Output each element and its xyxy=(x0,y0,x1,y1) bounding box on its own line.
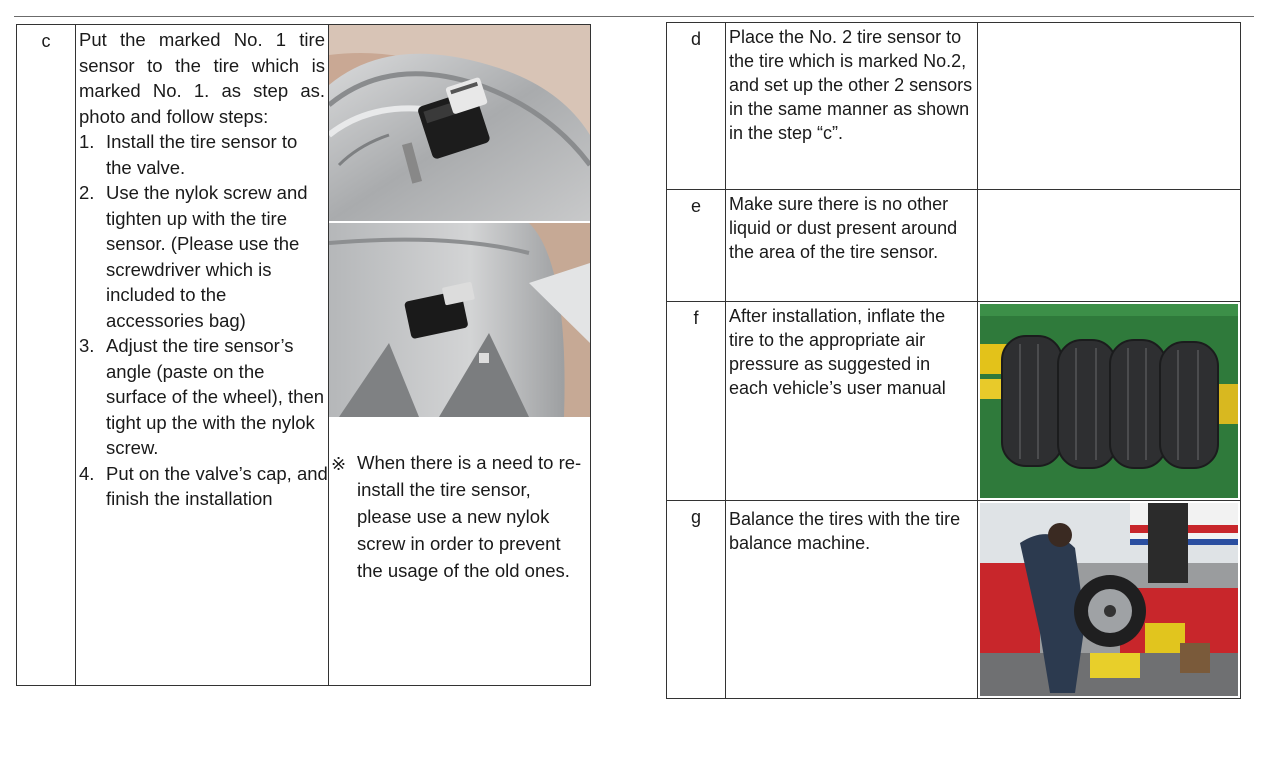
step-c-text-cell xyxy=(75,24,329,686)
step-c-substeps xyxy=(76,129,328,512)
substep-3: 3. Adjust the tire sensor’s angle (paste on the surface of the wheel), then tight up the with the nylok screw. xyxy=(79,335,325,458)
step-f-text: After installation, inflate the tire to the appropriate air pressure as suggested in each vehicle’s user manual xyxy=(725,301,978,501)
step-e-text: Make sure there is no other liquid or dust present around the area of the tire sensor. xyxy=(725,189,978,302)
steps-d-g-table xyxy=(666,22,1241,699)
step-g-text: Balance the tires with the tire balance machine. xyxy=(725,500,978,699)
reinstall-note xyxy=(331,449,589,584)
step-letter: d xyxy=(666,22,726,190)
reinstall-note-text: When there is a need to re-install the tire sensor, please use a new nylok screw in order to prevent the usage of the old ones. xyxy=(357,452,582,581)
step-letter: f xyxy=(666,301,726,501)
step-c-photo-cell xyxy=(328,24,591,686)
reference-mark-icon: ※ xyxy=(331,454,347,474)
step-letter: c xyxy=(16,24,76,686)
tire-balancing-photo xyxy=(980,503,1238,696)
step-letter: e xyxy=(666,189,726,302)
substep-1: 1. Install the tire sensor to the valve. xyxy=(79,131,298,178)
step-d-empty-cell xyxy=(977,22,1241,190)
top-rule xyxy=(14,16,1254,17)
four-tires-photo xyxy=(980,304,1238,498)
sensor-on-rim-photo xyxy=(329,25,590,221)
step-f-photo-cell xyxy=(977,301,1241,501)
step-d-text: Place the No. 2 tire sensor to the tire which is marked No.2, and set up the other 2 sensors in the same manner as shown in the step “c”. xyxy=(725,22,978,190)
step-g-photo-cell xyxy=(977,500,1241,699)
sensor-inside-rim-photo xyxy=(329,223,590,417)
substep-4: 4. Put on the valve’s cap, and finish the installation xyxy=(79,462,328,509)
step-c-table xyxy=(16,24,591,686)
step-letter: g xyxy=(666,500,726,699)
step-e-empty-cell xyxy=(977,189,1241,302)
step-c-intro: Put the marked No. 1 tire sensor to the tire which is marked No. 1. as step as. photo and follow steps: xyxy=(79,29,325,127)
substep-2: 2. Use the nylok screw and tighten up with the tire sensor. (Please use the screwdriver which is included to the accessories bag) xyxy=(79,182,308,331)
